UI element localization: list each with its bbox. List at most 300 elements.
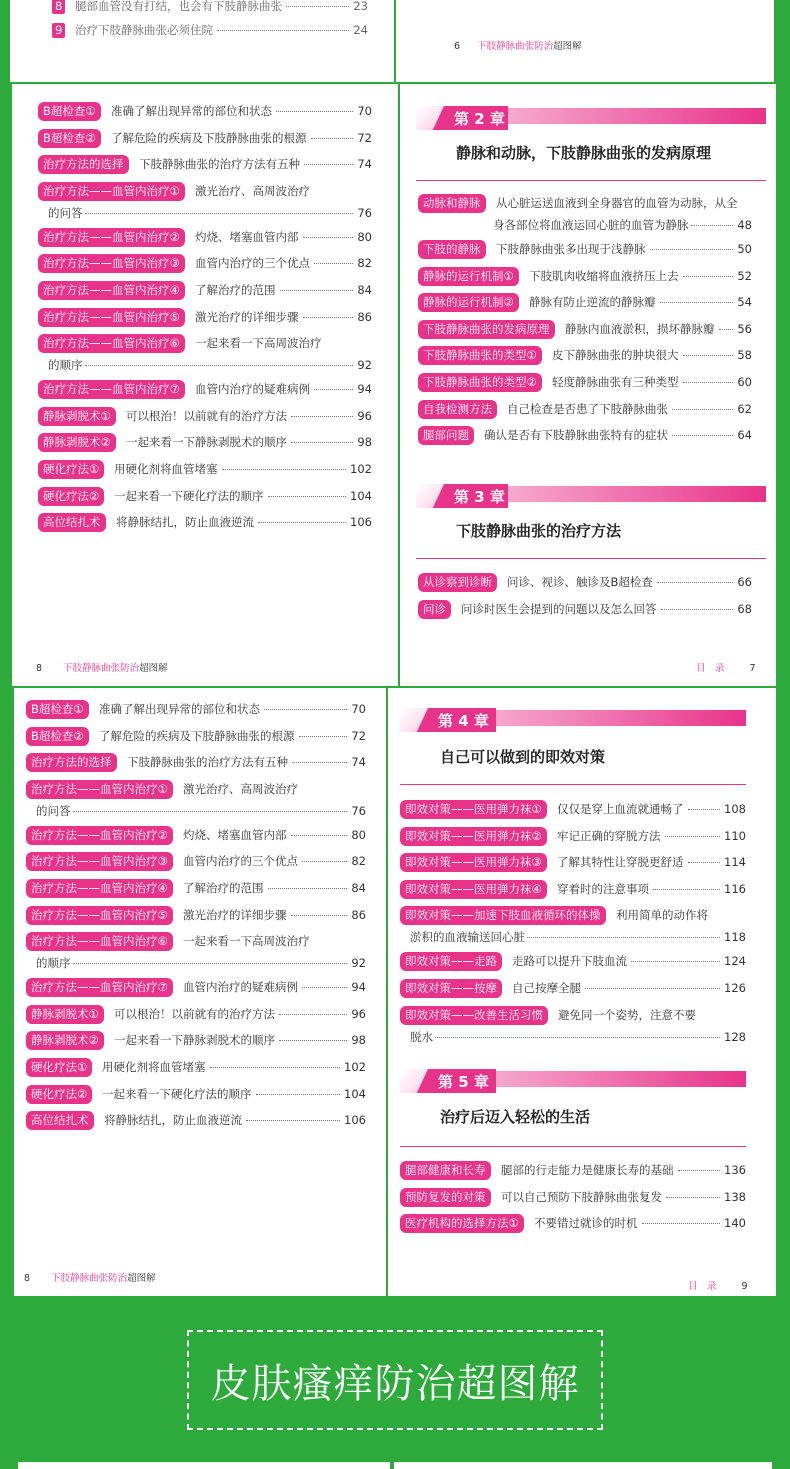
toc-entry[interactable] [418, 600, 752, 620]
toc-leader [691, 225, 733, 226]
toc-description: 确认是否有下肢静脉曲张特有的症状 [484, 428, 668, 443]
toc-tag: 即效对策——医用弹力袜① [400, 800, 547, 819]
toc-page-number: 54 [737, 295, 752, 310]
toc-entry[interactable] [26, 906, 366, 926]
footer-book-suffix: 超图解 [127, 1273, 156, 1284]
toc-description: 血管内治疗的疑难病例 [183, 980, 298, 995]
toc-tag: 硬化疗法① [38, 460, 104, 479]
toc-description: 了解其特性让穿脱更舒适 [557, 855, 684, 870]
chapter-badge: 第 4 章 [400, 708, 496, 732]
toc-leader [678, 1170, 720, 1171]
toc-entry[interactable] [418, 320, 752, 340]
toc-tag: B超检查② [38, 129, 101, 148]
toc-tag: 治疗方法——血管内治疗① [38, 182, 185, 201]
toc-entry[interactable] [418, 240, 752, 260]
toc-page-number: 24 [353, 23, 368, 37]
toc-page-number: 116 [724, 881, 746, 896]
toc-entry[interactable] [38, 487, 372, 507]
toc-leader [688, 809, 720, 810]
toc-tag: 治疗方法的选择 [26, 753, 117, 772]
toc-tag: 下肢静脉曲张的发病原理 [418, 320, 555, 339]
toc-entry[interactable] [400, 952, 746, 972]
toc-description: 轻度静脉曲张有三种类型 [552, 375, 679, 389]
toc-description: 了解危险的疾病及下肢静脉曲张的根源 [111, 130, 307, 145]
toc-entry[interactable] [418, 573, 752, 593]
toc-description: 一起来看一下静脉剥脱术的顺序 [126, 435, 287, 450]
toc-description: 激光治疗、高周波治疗 [183, 781, 298, 796]
toc-description: 激光治疗、高周波治疗 [195, 183, 310, 198]
toc-description: 问诊、视诊、触诊及B超检查 [507, 575, 653, 589]
toc-leader [314, 389, 353, 390]
toc-tag: 治疗方法——血管内治疗⑥ [26, 932, 173, 951]
toc-entry[interactable] [400, 1188, 746, 1208]
toc-description-continued: 脱水 [410, 1029, 433, 1044]
toc-description: 血管内治疗的三个优点 [183, 854, 298, 869]
toc-page-number: 68 [737, 601, 752, 616]
toc-leader [661, 609, 733, 610]
toc-description: 了解治疗的范围 [195, 283, 276, 297]
toc-entry[interactable] [418, 293, 752, 313]
toc-tag: 预防复发的对策 [400, 1188, 491, 1207]
toc-description: 从心脏运送血液到全身器官的血管为动脉，从全 [496, 196, 738, 210]
toc-leader [291, 416, 353, 417]
toc-leader [73, 963, 347, 964]
toc-entry[interactable] [26, 879, 366, 899]
toc-page-number: 118 [724, 930, 746, 945]
toc-tag: 医疗机构的选择方法① [400, 1214, 524, 1233]
toc-tag: 即效对策——医用弹力袜② [400, 827, 547, 846]
toc-description: 灼烧、堵塞血管内部 [183, 827, 287, 842]
toc-description: 用硬化剂将血管堵塞 [102, 1060, 206, 1074]
toc-leader [527, 937, 720, 938]
toc-entry[interactable] [26, 978, 366, 998]
toc-tag: 高位结扎术 [38, 513, 106, 532]
toc-leader [302, 987, 347, 988]
toc-page-number: 138 [724, 1189, 746, 1204]
toc-entry[interactable] [38, 407, 372, 427]
toc-entry[interactable] [400, 880, 746, 900]
toc-leader [650, 249, 733, 250]
footer-page-number: 7 [749, 663, 756, 674]
toc-leader [280, 290, 353, 291]
toc-tag: 即效对策——加速下肢血液循环的体操 [400, 906, 606, 925]
footer-book-suffix: 超图解 [553, 41, 582, 52]
toc-description: 避免同一个姿势，注意不要 [558, 1007, 696, 1022]
toc-tag: 静脉的运行机制① [418, 267, 519, 286]
toc-page-number: 60 [737, 375, 752, 389]
toc-entry[interactable] [38, 182, 372, 224]
toc-description: 下肢静脉曲张的治疗方法有五种 [127, 755, 288, 770]
toc-description: 静脉内血液淤积，损坏静脉瓣 [565, 321, 715, 336]
toc-tag: 治疗方法——血管内治疗④ [38, 281, 185, 300]
toc-page-number: 126 [724, 981, 746, 995]
toc-entry[interactable] [26, 753, 366, 773]
toc-entry[interactable] [26, 852, 366, 872]
toc-leader [85, 365, 353, 366]
toc-leader [435, 1037, 720, 1038]
toc-leader [302, 861, 347, 862]
toc-leader [311, 138, 353, 139]
toc-page-number: 23 [353, 0, 368, 13]
toc-tag: 下肢静脉曲张的类型① [418, 346, 542, 365]
toc-page-number: 124 [724, 954, 746, 969]
footer-toc-label: 目 录 [688, 1281, 717, 1292]
toc-page-number: 86 [357, 309, 372, 324]
toc-page-number: 74 [351, 755, 366, 770]
toc-page-number: 102 [350, 462, 372, 476]
toc-leader [268, 888, 347, 889]
toc-entry[interactable] [38, 102, 372, 122]
toc-page-number: 84 [357, 283, 372, 297]
toc-leader [719, 329, 733, 330]
bottom-partial-right-page [394, 1462, 772, 1469]
toc-entry[interactable] [418, 400, 752, 420]
chapter-badge: 第 3 章 [416, 484, 508, 508]
toc-entry[interactable] [26, 1058, 366, 1078]
toc-page-number: 48 [737, 218, 752, 232]
toc-entry[interactable] [38, 513, 372, 533]
toc-leader [631, 961, 720, 962]
chapter-title: 静脉和动脉，下肢静脉曲张的发病原理 [456, 144, 712, 162]
toc-page-number: 94 [351, 980, 366, 995]
toc-description: 不要错过就诊的时机 [534, 1216, 638, 1231]
toc-description-continued: 身各部位将血液运回心脏的血管为静脉 [493, 218, 689, 232]
toc-leader [292, 762, 347, 763]
toc-page-number: 104 [344, 1086, 366, 1101]
footer-page-number: 6 [454, 41, 461, 52]
footer-book-suffix: 超图解 [139, 663, 168, 674]
toc-description: 自己检查是否患了下肢静脉曲张 [507, 401, 668, 416]
toc-leader [303, 317, 353, 318]
toc-tag: 从诊察到诊断 [418, 573, 497, 592]
toc-page-number: 86 [351, 907, 366, 922]
toc-page-number: 140 [724, 1216, 746, 1231]
toc-tag: 即效对策——医用弹力袜③ [400, 853, 547, 872]
toc-page-number: 76 [357, 205, 372, 220]
toc-tag: 自我检测方法 [418, 400, 497, 419]
toc-page-number: 72 [357, 130, 372, 145]
toc-tag: 即效对策——医用弹力袜④ [400, 880, 547, 899]
toc-leader [291, 915, 347, 916]
toc-description: 下肢肌肉收缩将血液挤压上去 [529, 268, 679, 283]
toc-page-number: 102 [344, 1060, 366, 1074]
toc-description: 可以根治！以前就有的治疗方法 [114, 1006, 275, 1021]
chapter-rule [400, 1146, 746, 1147]
toc-entry[interactable] [418, 267, 752, 287]
toc-tag: 腿部健康和长寿 [400, 1161, 491, 1180]
toc-entry[interactable] [418, 426, 752, 446]
toc-description: 激光治疗的详细步骤 [183, 907, 287, 922]
chapter-title: 治疗后迈入轻松的生活 [440, 1108, 591, 1126]
top-strip-right-page [396, 0, 774, 82]
footer-page-number: 9 [741, 1281, 748, 1292]
toc-tag: 治疗方法的选择 [38, 155, 129, 174]
toc-page-number: 94 [357, 382, 372, 397]
toc-entry[interactable] [418, 346, 752, 366]
toc-leader [256, 1094, 340, 1095]
toc-page-number: 108 [724, 802, 746, 816]
toc-tag: 治疗方法——血管内治疗③ [26, 852, 173, 871]
toc-tag: 治疗方法——血管内治疗③ [38, 254, 185, 273]
toc-entry[interactable] [400, 906, 746, 948]
toc-entry[interactable] [26, 780, 366, 822]
toc-leader [210, 1067, 340, 1068]
toc-page-number: 70 [351, 702, 366, 716]
toc-leader [314, 263, 353, 264]
toc-page-number: 110 [724, 828, 746, 843]
toc-leader [683, 276, 733, 277]
toc-description: 用硬化剂将血管堵塞 [114, 462, 218, 476]
toc-entry[interactable] [26, 932, 366, 974]
toc-page-number: 82 [351, 854, 366, 869]
toc-page-number: 92 [351, 956, 366, 971]
toc-entry[interactable] [418, 194, 752, 236]
toc-leader [217, 30, 349, 31]
toc-description: 激光治疗的详细步骤 [195, 309, 299, 324]
banner-title: 皮肤瘙痒防治超图解 [210, 1361, 580, 1407]
toc-page-number: 64 [737, 428, 752, 443]
bottom-partial-left-page [18, 1462, 390, 1469]
toc-tag: 腿部问题 [418, 426, 474, 445]
toc-page-number: 76 [351, 803, 366, 818]
toc-tag: 治疗方法——血管内治疗⑥ [38, 334, 185, 353]
toc-description: 下肢静脉曲张的治疗方法有五种 [139, 157, 300, 172]
toc-page-number: 96 [351, 1006, 366, 1021]
toc-entry[interactable] [400, 1161, 746, 1181]
toc-entry[interactable] [38, 460, 372, 480]
toc-description: 腿部血管没有打结，也会有下肢静脉曲张 [75, 0, 282, 13]
toc-page-number: 74 [357, 157, 372, 172]
toc-description: 治疗下肢静脉曲张必须住院 [75, 23, 213, 37]
toc-leader [672, 435, 733, 436]
chapter-rule [416, 180, 766, 181]
toc-entry[interactable] [38, 254, 372, 274]
toc-tag: 静脉剥脱术② [38, 433, 116, 452]
toc-description: 将静脉结扎，防止血液逆流 [116, 515, 254, 530]
toc-description: 了解治疗的范围 [183, 881, 264, 895]
spread2-left-page [14, 688, 386, 1296]
toc-leader [660, 302, 733, 303]
toc-page-number: 106 [350, 515, 372, 530]
toc-tag: 下肢静脉曲张的类型② [418, 373, 542, 392]
toc-page-number: 52 [737, 268, 752, 283]
toc-entry[interactable] [26, 826, 366, 846]
toc-entry[interactable] [52, 0, 368, 17]
toc-tag: 硬化疗法① [26, 1058, 92, 1077]
toc-tag: 硬化疗法② [26, 1085, 92, 1104]
toc-leader [268, 496, 346, 497]
toc-description: 一起来看一下高周波治疗 [183, 934, 310, 949]
toc-description: 一起来看一下静脉剥脱术的顺序 [114, 1033, 275, 1048]
toc-description: 可以根治！以前就有的治疗方法 [126, 408, 287, 423]
toc-page-number: 58 [737, 348, 752, 363]
toc-entry[interactable] [38, 433, 372, 453]
toc-entry[interactable] [38, 155, 372, 175]
spread1-left-page [12, 84, 398, 686]
toc-leader [258, 522, 346, 523]
toc-entry[interactable] [400, 979, 746, 999]
toc-description: 灼烧、堵塞血管内部 [195, 229, 299, 244]
toc-description: 腿部的行走能力是健康长寿的基础 [501, 1163, 674, 1177]
toc-description: 一起来看一下高周波治疗 [195, 336, 322, 351]
toc-description-continued: 的顺序 [36, 956, 71, 971]
chapter-rule [400, 784, 746, 785]
toc-leader [276, 111, 353, 112]
toc-entry[interactable] [26, 700, 366, 720]
toc-page-number: 114 [724, 855, 746, 870]
toc-description: 准确了解出现异常的部位和状态 [99, 702, 260, 716]
toc-page-number: 104 [350, 488, 372, 503]
toc-page-number: 136 [724, 1163, 746, 1177]
toc-description: 了解危险的疾病及下肢静脉曲张的根源 [99, 728, 295, 743]
toc-description: 一起来看一下硬化疗法的顺序 [114, 488, 264, 503]
toc-entry[interactable] [400, 853, 746, 873]
spread1-right-page [400, 84, 776, 686]
toc-entry[interactable] [38, 228, 372, 248]
toc-description: 走路可以提升下肢血流 [512, 954, 627, 969]
toc-entry[interactable] [400, 827, 746, 847]
footer-book-title: 下肢静脉曲张防治 [477, 41, 554, 52]
toc-entry[interactable] [26, 1031, 366, 1051]
toc-leader [279, 1014, 347, 1015]
toc-tag: 即效对策——改善生活习惯 [400, 1006, 548, 1025]
toc-tag: 治疗方法——血管内治疗⑤ [26, 906, 173, 925]
toc-tag: 治疗方法——血管内治疗⑦ [26, 978, 173, 997]
toc-page-number: 80 [357, 229, 372, 244]
toc-tag: 治疗方法——血管内治疗① [26, 780, 173, 799]
toc-entry[interactable] [52, 21, 368, 41]
toc-description: 可以自己预防下肢静脉曲张复发 [501, 1189, 662, 1204]
chapter-badge: 第 5 章 [400, 1069, 496, 1093]
book-title-banner [187, 1330, 603, 1430]
toc-description: 血管内治疗的疑难病例 [195, 382, 310, 397]
toc-leader [303, 237, 353, 238]
toc-description-continued: 的顺序 [48, 358, 83, 373]
toc-page-number: 62 [737, 401, 752, 416]
toc-tag: 治疗方法——血管内治疗② [26, 826, 173, 845]
toc-leader [683, 355, 733, 356]
toc-number-badge: 8 [52, 0, 65, 14]
toc-leader [246, 1120, 340, 1121]
toc-leader [291, 442, 353, 443]
toc-description: 下肢静脉曲张多出现于浅静脉 [496, 242, 646, 256]
toc-page-number: 80 [351, 827, 366, 842]
toc-leader [222, 469, 346, 470]
toc-entry[interactable] [38, 129, 372, 149]
toc-description: 利用简单的动作将 [616, 908, 708, 923]
toc-entry[interactable] [26, 1085, 366, 1105]
footer-book-title: 下肢静脉曲张防治 [63, 663, 140, 674]
toc-leader [683, 382, 733, 383]
toc-leader [264, 709, 347, 710]
toc-page-number: 92 [357, 358, 372, 373]
toc-page-number: 98 [351, 1033, 366, 1048]
toc-page-number: 98 [357, 435, 372, 450]
toc-entry[interactable] [38, 380, 372, 400]
toc-leader [291, 835, 347, 836]
toc-entry[interactable] [400, 800, 746, 820]
toc-page-number: 70 [357, 104, 372, 118]
toc-leader [304, 164, 353, 165]
toc-leader [665, 836, 720, 837]
toc-leader [642, 1223, 720, 1224]
toc-tag: 动脉和静脉 [418, 194, 486, 213]
toc-leader [688, 862, 720, 863]
toc-leader [585, 988, 720, 989]
toc-entry[interactable] [26, 1005, 366, 1025]
toc-description: 准确了解出现异常的部位和状态 [111, 104, 272, 118]
chapter-rule [416, 558, 766, 559]
toc-entry[interactable] [26, 1111, 366, 1131]
toc-tag: B超检查② [26, 727, 89, 746]
toc-entry[interactable] [38, 334, 372, 376]
top-strip-left-page [10, 0, 394, 82]
toc-page-number: 84 [351, 881, 366, 895]
toc-entry[interactable] [26, 727, 366, 747]
toc-description: 穿着时的注意事项 [557, 881, 649, 896]
toc-leader [286, 6, 349, 7]
toc-description: 仅仅是穿上血流就通畅了 [557, 802, 684, 816]
toc-leader [672, 409, 733, 410]
toc-page-number: 96 [357, 408, 372, 423]
toc-entry[interactable] [418, 373, 752, 393]
toc-tag: 治疗方法——血管内治疗④ [26, 879, 173, 898]
toc-leader [73, 811, 347, 812]
toc-page-number: 50 [737, 242, 752, 256]
footer-toc-label: 目 录 [696, 663, 725, 674]
toc-description: 血管内治疗的三个优点 [195, 256, 310, 271]
toc-leader [666, 1197, 720, 1198]
spread2-right-page [388, 688, 776, 1296]
toc-tag: 高位结扎术 [26, 1111, 94, 1130]
toc-tag: 问诊 [418, 600, 451, 619]
chapter-title: 自己可以做到的即效对策 [440, 748, 606, 766]
toc-description: 将静脉结扎，防止血液逆流 [104, 1113, 242, 1128]
toc-tag: 静脉剥脱术① [26, 1005, 104, 1024]
chapter-title: 下肢静脉曲张的治疗方法 [456, 522, 622, 540]
toc-description-continued: 的问答 [48, 205, 83, 220]
toc-entry[interactable] [400, 1214, 746, 1234]
toc-tag: 静脉的运行机制② [418, 293, 519, 312]
toc-tag: 静脉剥脱术② [26, 1031, 104, 1050]
toc-description-continued: 淤积的血液输送回心脏 [410, 930, 525, 945]
toc-page-number: 82 [357, 256, 372, 271]
toc-page-number: 66 [737, 575, 752, 589]
footer-page-number: 8 [24, 1273, 31, 1284]
toc-leader [85, 213, 353, 214]
toc-tag: B超检查① [26, 700, 89, 719]
toc-tag: 硬化疗法② [38, 487, 104, 506]
toc-leader [279, 1040, 347, 1041]
toc-tag: 即效对策——按摩 [400, 979, 502, 998]
toc-page-number: 56 [737, 321, 752, 336]
toc-leader [657, 582, 733, 583]
toc-page-number: 106 [344, 1113, 366, 1128]
toc-tag: 治疗方法——血管内治疗② [38, 228, 185, 247]
toc-entry[interactable] [38, 308, 372, 328]
toc-page-number: 72 [351, 728, 366, 743]
toc-tag: 即效对策——走路 [400, 952, 502, 971]
toc-page-number: 128 [724, 1029, 746, 1044]
toc-entry[interactable] [400, 1006, 746, 1048]
toc-leader [299, 736, 347, 737]
footer-book-title: 下肢静脉曲张防治 [51, 1273, 128, 1284]
footer-page-number: 8 [36, 663, 43, 674]
toc-tag: B超检查① [38, 102, 101, 121]
toc-description: 自己按摩全腿 [512, 981, 581, 995]
toc-entry[interactable] [38, 281, 372, 301]
toc-description: 牢记正确的穿脱方法 [557, 828, 661, 843]
